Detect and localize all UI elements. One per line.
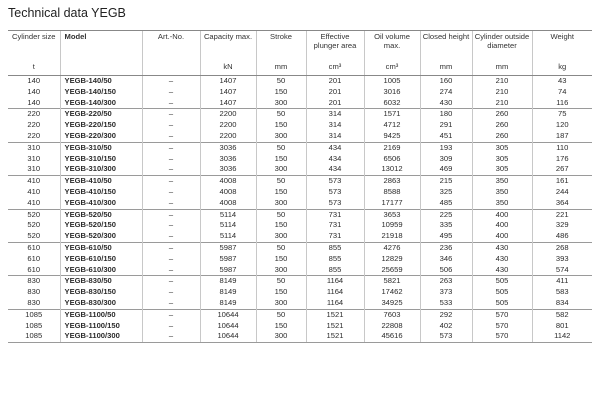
cell-stroke: 50 — [256, 142, 306, 153]
cell-outside-diameter: 570 — [472, 321, 532, 332]
cell-art-no: – — [142, 220, 200, 231]
cell-stroke: 300 — [256, 265, 306, 276]
table-row — [8, 287, 592, 298]
cell-cylinder-size: 830 — [27, 287, 41, 297]
cell-art-no: – — [142, 309, 200, 320]
table-row — [8, 309, 592, 320]
col-header-oil-volume: Oil volume max. — [364, 31, 420, 64]
cell-cylinder-size: 410 — [27, 197, 41, 207]
cell-art-no: – — [142, 142, 200, 153]
col-header-closed-height: Closed height — [420, 31, 472, 64]
cell-stroke: 50 — [256, 276, 306, 287]
row-group — [8, 76, 592, 109]
cell-plunger-area: 1164 — [306, 287, 364, 298]
cell-capacity: 8149 — [200, 298, 256, 309]
cell-model: YEGB-140/50 — [60, 76, 142, 87]
cell-oil-volume: 2169 — [364, 142, 420, 153]
cell-art-no: – — [142, 76, 200, 87]
cell-oil-volume: 5821 — [364, 276, 420, 287]
cell-art-no: – — [142, 154, 200, 165]
cell-plunger-area: 731 — [306, 231, 364, 242]
cell-plunger-area: 573 — [306, 176, 364, 187]
cell-capacity: 4008 — [200, 198, 256, 209]
cell-capacity: 4008 — [200, 176, 256, 187]
cell-outside-diameter: 430 — [472, 265, 532, 276]
cell-capacity: 8149 — [200, 287, 256, 298]
cell-stroke: 300 — [256, 198, 306, 209]
cell-oil-volume: 17462 — [364, 287, 420, 298]
cell-stroke: 300 — [256, 298, 306, 309]
cell-stroke: 300 — [256, 98, 306, 109]
cell-cylinder-size: 410 — [8, 176, 60, 187]
col-header-stroke: Stroke — [256, 31, 306, 64]
cell-oil-volume: 25659 — [364, 265, 420, 276]
cell-model: YEGB-610/50 — [60, 242, 142, 253]
cell-cylinder-size: 410 — [27, 186, 41, 196]
table-row — [8, 276, 592, 287]
table-row — [8, 231, 592, 242]
cell-plunger-area: 314 — [306, 131, 364, 142]
cell-cylinder-size: 1085 — [8, 331, 60, 342]
cell-plunger-area: 434 — [306, 142, 364, 153]
cell-plunger-area: 1521 — [306, 309, 364, 320]
table-row — [8, 209, 592, 220]
cell-model: YEGB-830/150 — [60, 287, 142, 298]
unit-model — [60, 63, 142, 76]
cell-cylinder-size: 610 — [27, 264, 41, 274]
cell-stroke: 300 — [256, 231, 306, 242]
cell-model: YEGB-520/50 — [60, 209, 142, 220]
row-group — [8, 176, 592, 209]
cell-closed-height: 180 — [420, 109, 472, 120]
cell-cylinder-size: 310 — [27, 164, 41, 174]
cell-capacity: 1407 — [200, 76, 256, 87]
cell-weight: 364 — [532, 198, 592, 209]
cell-capacity: 4008 — [200, 187, 256, 198]
cell-closed-height: 469 — [420, 164, 472, 175]
table-row — [8, 142, 592, 153]
cell-stroke: 300 — [256, 164, 306, 175]
cell-art-no: – — [142, 98, 200, 109]
table-row — [8, 76, 592, 87]
cell-weight: 120 — [532, 120, 592, 131]
cell-art-no: – — [142, 198, 200, 209]
cell-stroke: 50 — [256, 242, 306, 253]
cell-model: YEGB-220/300 — [60, 131, 142, 142]
table-row — [8, 176, 592, 187]
cell-weight: 116 — [532, 98, 592, 109]
cell-outside-diameter: 260 — [472, 120, 532, 131]
table-row — [8, 109, 592, 120]
table-row — [8, 220, 592, 231]
cell-art-no: – — [142, 120, 200, 131]
table-row — [8, 331, 592, 342]
cell-closed-height: 430 — [420, 98, 472, 109]
cell-weight: 74 — [532, 87, 592, 98]
cell-capacity: 2200 — [200, 131, 256, 142]
cell-stroke: 150 — [256, 154, 306, 165]
cell-model: YEGB-140/150 — [60, 87, 142, 98]
cell-cylinder-size: 140 — [27, 86, 41, 96]
cell-closed-height: 495 — [420, 231, 472, 242]
cell-weight: 268 — [532, 242, 592, 253]
cell-closed-height: 160 — [420, 76, 472, 87]
cell-plunger-area: 1521 — [306, 331, 364, 342]
cell-plunger-area: 573 — [306, 198, 364, 209]
cell-stroke: 150 — [256, 87, 306, 98]
cell-model: YEGB-830/50 — [60, 276, 142, 287]
cell-stroke: 50 — [256, 309, 306, 320]
cell-cylinder-size: 140 — [8, 76, 60, 87]
cell-closed-height: 274 — [420, 87, 472, 98]
page-title: Technical data YEGB — [8, 6, 126, 20]
cell-plunger-area: 1164 — [306, 298, 364, 309]
cell-art-no: – — [142, 209, 200, 220]
cell-weight: 161 — [532, 176, 592, 187]
cell-closed-height: 485 — [420, 198, 472, 209]
cell-stroke: 150 — [256, 321, 306, 332]
cell-oil-volume: 4276 — [364, 242, 420, 253]
unit-plunger-area: cm³ — [306, 63, 364, 76]
cell-capacity: 5987 — [200, 254, 256, 265]
cell-oil-volume: 22808 — [364, 321, 420, 332]
table-row — [8, 120, 592, 131]
cell-stroke: 150 — [256, 287, 306, 298]
cell-weight: 110 — [532, 142, 592, 153]
cell-cylinder-size: 520 — [27, 220, 41, 230]
cell-cylinder-size: 830 — [27, 297, 41, 307]
cell-outside-diameter: 570 — [472, 331, 532, 342]
row-group — [8, 276, 592, 309]
unit-closed-height: mm — [420, 63, 472, 76]
cell-cylinder-size: 140 — [27, 97, 41, 107]
col-header-weight: Weight — [532, 31, 592, 64]
cell-model: YEGB-220/50 — [60, 109, 142, 120]
cell-art-no: – — [142, 164, 200, 175]
cell-stroke: 300 — [256, 331, 306, 342]
row-group — [8, 209, 592, 242]
cell-oil-volume: 21918 — [364, 231, 420, 242]
cell-oil-volume: 45616 — [364, 331, 420, 342]
table-row — [8, 98, 592, 109]
cell-plunger-area: 855 — [306, 242, 364, 253]
cell-weight: 582 — [532, 309, 592, 320]
cell-outside-diameter: 505 — [472, 276, 532, 287]
cell-capacity: 2200 — [200, 109, 256, 120]
cell-art-no: – — [142, 287, 200, 298]
cell-oil-volume: 3016 — [364, 87, 420, 98]
cell-closed-height: 533 — [420, 298, 472, 309]
cell-model: YEGB-220/150 — [60, 120, 142, 131]
cell-capacity: 3036 — [200, 164, 256, 175]
cell-model: YEGB-310/300 — [60, 164, 142, 175]
cell-outside-diameter: 400 — [472, 231, 532, 242]
cell-outside-diameter: 260 — [472, 131, 532, 142]
cell-stroke: 50 — [256, 176, 306, 187]
cell-art-no: – — [142, 109, 200, 120]
cell-capacity: 1407 — [200, 87, 256, 98]
cell-weight: 329 — [532, 220, 592, 231]
cell-model: YEGB-410/300 — [60, 198, 142, 209]
cell-art-no: – — [142, 331, 200, 342]
cell-oil-volume: 10959 — [364, 220, 420, 231]
cell-cylinder-size: 830 — [8, 276, 60, 287]
cell-closed-height: 402 — [420, 321, 472, 332]
cell-plunger-area: 1164 — [306, 276, 364, 287]
row-group — [8, 109, 592, 142]
table-row — [8, 254, 592, 265]
cell-model: YEGB-1100/50 — [60, 309, 142, 320]
table-row — [8, 164, 592, 175]
cell-weight: 43 — [532, 76, 592, 87]
header-row — [8, 31, 592, 64]
table-row — [8, 131, 592, 142]
cell-oil-volume: 9425 — [364, 131, 420, 142]
cell-stroke: 50 — [256, 109, 306, 120]
cell-stroke: 50 — [256, 209, 306, 220]
cell-oil-volume: 6506 — [364, 154, 420, 165]
cell-outside-diameter: 260 — [472, 109, 532, 120]
row-group — [8, 242, 592, 275]
cell-closed-height: 335 — [420, 220, 472, 231]
cell-stroke: 150 — [256, 220, 306, 231]
row-group — [8, 142, 592, 175]
cell-model: YEGB-520/150 — [60, 220, 142, 231]
cell-model: YEGB-520/300 — [60, 231, 142, 242]
cell-cylinder-size: 610 — [8, 242, 60, 253]
cell-capacity: 5987 — [200, 242, 256, 253]
unit-stroke: mm — [256, 63, 306, 76]
cell-outside-diameter: 350 — [472, 176, 532, 187]
cell-outside-diameter: 305 — [472, 142, 532, 153]
cell-capacity: 10644 — [200, 321, 256, 332]
cell-model: YEGB-310/50 — [60, 142, 142, 153]
cell-weight: 486 — [532, 231, 592, 242]
cell-outside-diameter: 505 — [472, 287, 532, 298]
cell-weight: 801 — [532, 321, 592, 332]
cell-closed-height: 292 — [420, 309, 472, 320]
cell-art-no: – — [142, 321, 200, 332]
cell-model: YEGB-1100/150 — [60, 321, 142, 332]
cell-oil-volume: 2863 — [364, 176, 420, 187]
cell-closed-height: 236 — [420, 242, 472, 253]
cell-closed-height: 225 — [420, 209, 472, 220]
cell-art-no: – — [142, 298, 200, 309]
cell-outside-diameter: 505 — [472, 298, 532, 309]
cell-oil-volume: 3653 — [364, 209, 420, 220]
cell-closed-height: 451 — [420, 131, 472, 142]
cell-outside-diameter: 570 — [472, 309, 532, 320]
cell-plunger-area: 314 — [306, 120, 364, 131]
unit-capacity: kN — [200, 63, 256, 76]
cell-outside-diameter: 210 — [472, 76, 532, 87]
cell-outside-diameter: 305 — [472, 154, 532, 165]
cell-cylinder-size: 220 — [8, 109, 60, 120]
cell-closed-height: 506 — [420, 265, 472, 276]
cell-stroke: 50 — [256, 76, 306, 87]
cell-cylinder-size: 220 — [27, 130, 41, 140]
cell-weight: 75 — [532, 109, 592, 120]
cell-cylinder-size: 1085 — [8, 309, 60, 320]
cell-plunger-area: 855 — [306, 254, 364, 265]
cell-model: YEGB-410/50 — [60, 176, 142, 187]
col-header-capacity: Capacity max. — [200, 31, 256, 64]
cell-oil-volume: 13012 — [364, 164, 420, 175]
cell-closed-height: 573 — [420, 331, 472, 342]
cell-capacity: 5114 — [200, 209, 256, 220]
col-header-cylinder-size: Cylinder size — [8, 31, 60, 64]
cell-weight: 411 — [532, 276, 592, 287]
cell-cylinder-size: 310 — [27, 153, 41, 163]
cell-stroke: 150 — [256, 254, 306, 265]
cell-art-no: – — [142, 87, 200, 98]
cell-capacity: 5987 — [200, 265, 256, 276]
cell-outside-diameter: 400 — [472, 220, 532, 231]
units-row — [8, 63, 592, 76]
cell-model: YEGB-310/150 — [60, 154, 142, 165]
unit-outside-diameter: mm — [472, 63, 532, 76]
cell-weight: 834 — [532, 298, 592, 309]
col-header-art-no: Art.-No. — [142, 31, 200, 64]
cell-closed-height: 193 — [420, 142, 472, 153]
cell-outside-diameter: 350 — [472, 187, 532, 198]
cell-oil-volume: 8588 — [364, 187, 420, 198]
cell-weight: 187 — [532, 131, 592, 142]
unit-art-no — [142, 63, 200, 76]
cell-oil-volume: 1571 — [364, 109, 420, 120]
cell-plunger-area: 434 — [306, 154, 364, 165]
cell-oil-volume: 7603 — [364, 309, 420, 320]
unit-oil-volume: cm³ — [364, 63, 420, 76]
cell-weight: 583 — [532, 287, 592, 298]
cell-plunger-area: 314 — [306, 109, 364, 120]
cell-art-no: – — [142, 242, 200, 253]
cell-model: YEGB-830/300 — [60, 298, 142, 309]
cell-closed-height: 215 — [420, 176, 472, 187]
table-row — [8, 198, 592, 209]
cell-weight: 244 — [532, 187, 592, 198]
cell-outside-diameter: 210 — [472, 87, 532, 98]
unit-cylinder-size: t — [8, 63, 60, 76]
col-header-outside-diameter: Cylinder outside diameter — [472, 31, 532, 64]
cell-model: YEGB-140/300 — [60, 98, 142, 109]
col-header-model: Model — [60, 31, 142, 64]
cell-capacity: 10644 — [200, 331, 256, 342]
cell-outside-diameter: 350 — [472, 198, 532, 209]
cell-closed-height: 291 — [420, 120, 472, 131]
cell-capacity: 2200 — [200, 120, 256, 131]
table-row — [8, 298, 592, 309]
cell-capacity: 8149 — [200, 276, 256, 287]
cell-outside-diameter: 305 — [472, 164, 532, 175]
unit-weight: kg — [532, 63, 592, 76]
technical-data-table — [8, 30, 592, 343]
cell-cylinder-size: 1085 — [25, 320, 43, 330]
cell-plunger-area: 201 — [306, 98, 364, 109]
cell-closed-height: 263 — [420, 276, 472, 287]
col-header-plunger-area: Effective plunger area — [306, 31, 364, 64]
cell-plunger-area: 855 — [306, 265, 364, 276]
cell-weight: 1142 — [532, 331, 592, 342]
cell-model: YEGB-1100/300 — [60, 331, 142, 342]
cell-outside-diameter: 400 — [472, 209, 532, 220]
cell-art-no: – — [142, 276, 200, 287]
cell-cylinder-size: 520 — [8, 209, 60, 220]
cell-outside-diameter: 430 — [472, 242, 532, 253]
cell-capacity: 10644 — [200, 309, 256, 320]
cell-capacity: 5114 — [200, 220, 256, 231]
table-row — [8, 242, 592, 253]
cell-cylinder-size: 610 — [27, 253, 41, 263]
table-row — [8, 87, 592, 98]
cell-outside-diameter: 430 — [472, 254, 532, 265]
cell-oil-volume: 6032 — [364, 98, 420, 109]
cell-plunger-area: 434 — [306, 164, 364, 175]
cell-capacity: 1407 — [200, 98, 256, 109]
cell-oil-volume: 12829 — [364, 254, 420, 265]
cell-oil-volume: 4712 — [364, 120, 420, 131]
cell-outside-diameter: 210 — [472, 98, 532, 109]
cell-art-no: – — [142, 176, 200, 187]
table-row — [8, 321, 592, 332]
cell-weight: 574 — [532, 265, 592, 276]
table-row — [8, 265, 592, 276]
cell-closed-height: 346 — [420, 254, 472, 265]
cell-weight: 221 — [532, 209, 592, 220]
cell-oil-volume: 34925 — [364, 298, 420, 309]
cell-art-no: – — [142, 265, 200, 276]
row-group — [8, 309, 592, 342]
cell-plunger-area: 1521 — [306, 321, 364, 332]
cell-weight: 393 — [532, 254, 592, 265]
table-row — [8, 187, 592, 198]
cell-capacity: 3036 — [200, 154, 256, 165]
cell-art-no: – — [142, 187, 200, 198]
cell-capacity: 5114 — [200, 231, 256, 242]
cell-stroke: 300 — [256, 131, 306, 142]
cell-plunger-area: 731 — [306, 220, 364, 231]
cell-art-no: – — [142, 254, 200, 265]
cell-model: YEGB-610/150 — [60, 254, 142, 265]
table-row — [8, 154, 592, 165]
cell-closed-height: 325 — [420, 187, 472, 198]
cell-plunger-area: 573 — [306, 187, 364, 198]
cell-weight: 267 — [532, 164, 592, 175]
cell-model: YEGB-610/300 — [60, 265, 142, 276]
cell-plunger-area: 201 — [306, 87, 364, 98]
cell-plunger-area: 201 — [306, 76, 364, 87]
cell-cylinder-size: 520 — [27, 231, 41, 241]
cell-closed-height: 373 — [420, 287, 472, 298]
cell-capacity: 3036 — [200, 142, 256, 153]
cell-art-no: – — [142, 131, 200, 142]
cell-oil-volume: 1005 — [364, 76, 420, 87]
cell-oil-volume: 17177 — [364, 198, 420, 209]
cell-weight: 176 — [532, 154, 592, 165]
cell-closed-height: 309 — [420, 154, 472, 165]
cell-cylinder-size: 220 — [27, 120, 41, 130]
cell-plunger-area: 731 — [306, 209, 364, 220]
cell-stroke: 150 — [256, 120, 306, 131]
cell-cylinder-size: 310 — [8, 142, 60, 153]
cell-model: YEGB-410/150 — [60, 187, 142, 198]
cell-art-no: – — [142, 231, 200, 242]
cell-stroke: 150 — [256, 187, 306, 198]
